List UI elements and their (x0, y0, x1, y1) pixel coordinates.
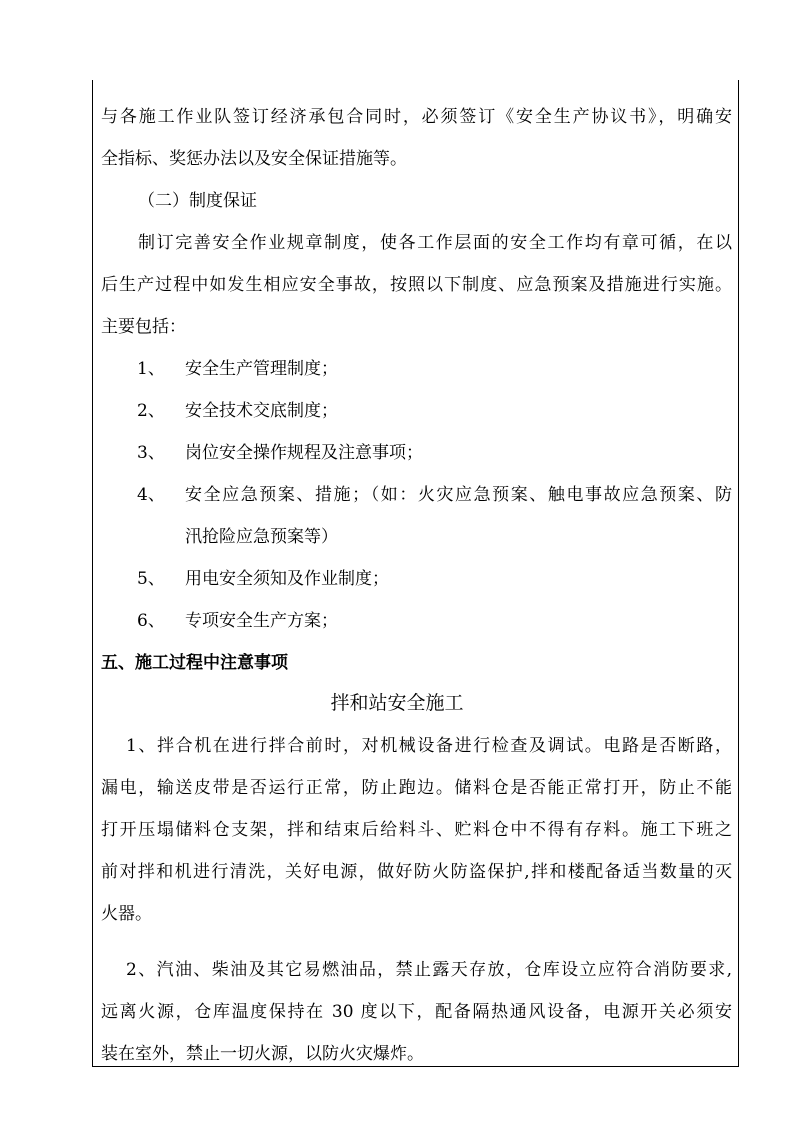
list-number: 1、 (137, 359, 165, 379)
paragraph-line: 装在室外，禁止一切火源，以防火灾爆炸。 (101, 1044, 424, 1064)
list-number: 4、 (137, 485, 165, 505)
paragraph-line: 打开压塌储料仓支架，拌和结束后给料斗、贮料仓中不得有存料。施工下班之 (101, 820, 732, 840)
list-item: 安全生产管理制度； (185, 359, 338, 379)
section-heading: 五、施工过程中注意事项 (101, 653, 288, 673)
paragraph-line: 后生产过程中如发生相应安全事故，按照以下制度、应急预案及措施进行实施。 (101, 275, 732, 295)
list-item: 安全技术交底制度； (185, 401, 338, 421)
paragraph-line: 制订完善安全作业规章制度，使各工作层面的安全工作均有章可循，在以 (138, 233, 732, 253)
list-number: 6、 (137, 611, 165, 631)
paragraph-line: 2、汽油、柴油及其它易燃油品，禁止露天存放，仓库设立应符合消防要求, (126, 960, 732, 980)
section-title: 拌和站安全施工 (330, 692, 464, 714)
paragraph-line: 1、拌合机在进行拌合前时，对机械设备进行检查及调试。电路是否断路， (126, 736, 732, 756)
list-item-continuation: 汛抢险应急预案等） (185, 527, 338, 547)
list-number: 5、 (137, 569, 165, 589)
paragraph-line: 漏电，输送皮带是否运行正常，防止跑边。储料仓是否能正常打开，防止不能 (101, 778, 732, 798)
list-item: 安全应急预案、措施；（如：火灾应急预案、触电事故应急预案、防 (185, 485, 732, 505)
list-item: 专项安全生产方案； (185, 611, 338, 631)
list-number: 2、 (137, 401, 165, 421)
paragraph-line: 火器。 (101, 904, 152, 924)
paragraph-line: 全指标、奖惩办法以及安全保证措施等。 (101, 149, 407, 169)
paragraph-line: 远离火源，仓库温度保持在 30 度以下，配备隔热通风设备，电源开关必须安 (101, 1002, 732, 1022)
paragraph-line: 与各施工作业队签订经济承包合同时，必须签订《安全生产协议书》，明确安 (101, 107, 732, 127)
sub-heading: （二）制度保证 (138, 191, 257, 211)
list-item: 用电安全须知及作业制度； (185, 569, 389, 589)
list-item: 岗位安全操作规程及注意事项； (185, 443, 423, 463)
paragraph-line: 前对拌和机进行清洗，关好电源，做好防火防盗保护,拌和楼配备适当数量的灭 (101, 862, 732, 882)
paragraph-line: 主要包括： (101, 317, 186, 337)
list-number: 3、 (137, 443, 165, 463)
